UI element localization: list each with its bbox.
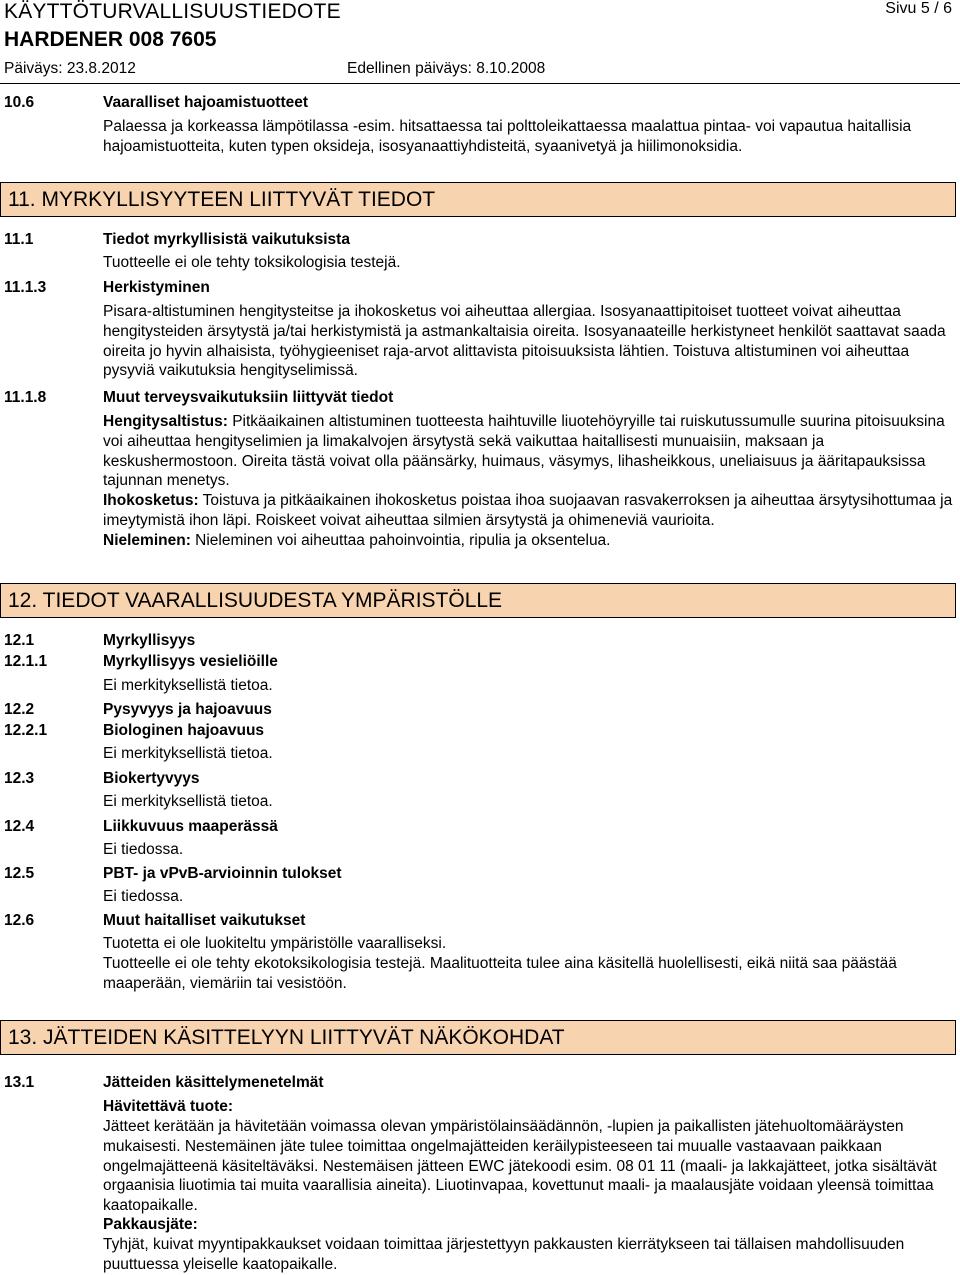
section-12-1-1-title: Myrkyllisyys vesieliöille [103,653,278,670]
section-13-heading: 13. JÄTTEIDEN KÄSITTELYYN LIITTYVÄT NÄKÖKOHDAT [0,1020,956,1055]
section-12-3-number: 12.3 [4,770,35,787]
previous-date: Edellinen päiväys: 8.10.2008 [347,60,546,77]
section-12-4-text: Ei tiedossa. [103,841,184,858]
issue-date: Päiväys: 23.8.2012 [4,60,136,77]
section-11-1-3-text: Pisara-altistuminen hengitysteitse ja ihokosketus voi aiheuttaa allergiaa. Isosyanaattipitoiset tuotteet voivat aiheuttaa hengitysteiden ärsytystä ja/tai herkistymistä ja astmankaltaisia oireita. Isosyanaateille herkistyneet henkilöt saattavat saada oireita jo hyvin alhaisista, työhygieeniset raja-arvot alittavista pitoisuuksista lähtien. Toistuva altistuminen voi aiheuttaa pysyviä vaikutuksia hengityselimissä. [103,303,946,380]
section-11-1-8-skin [103,491,955,531]
section-10-6-title: Vaaralliset hajoamistuotteet [103,94,309,111]
section-11-heading: 11. MYRKYLLISYYTEEN LIITTYVÄT TIEDOT [0,182,956,217]
section-12-1-1-number: 12.1.1 [4,653,48,670]
section-11-1-title: Tiedot myrkyllisistä vaikutuksista [103,231,350,248]
ingestion-label: Nieleminen: [103,532,191,549]
section-10-6-number: 10.6 [4,94,35,111]
section-12-3-text: Ei merkityksellistä tietoa. [103,793,273,810]
inhalation-text: Pitkäaikainen altistuminen tuotteesta haihtuville liuotehöyryille tai ruiskutussumulle suurina pitoisuuksina voi aiheuttaa hengityselimien ja limakalvojen ärsytystä sekä vaikuttaa haitallisesti munuaisiin, maksaan ja keskushermostoon. Oireita tästä voivat olla päänsärky, huimaus, väsymys, lihasheikkous, uneliaisuus ja ääritapauksissa tajunnan menetys. [103,413,945,490]
section-12-4-number: 12.4 [4,818,35,835]
disposal-package-label: Pakkausjäte: [103,1216,198,1233]
disposal-product-label: Hävitettävä tuote: [103,1098,234,1115]
section-12-2-title: Pysyvyys ja hajoavuus [103,701,272,718]
section-11-1-3-title: Herkistyminen [103,279,210,296]
inhalation-label: Hengitysaltistus: [103,413,228,430]
product-name: HARDENER 008 7605 [4,28,217,51]
section-11-1-number: 11.1 [4,231,34,248]
section-12-6-title: Muut haitalliset vaikutukset [103,912,306,929]
document-title: KÄYTTÖTURVALLISUUSTIEDOTE [4,0,341,23]
skin-text: Toistuva ja pitkäaikainen ihokosketus poistaa ihoa suojaavan rasvakerroksen ja aiheuttaa ärsytysihottumaa ja imeytymistä ihon läpi. Roiskeet voivat aiheuttaa silmien ärsytystä ja ohimeneviä vaurioita. [103,492,953,529]
section-13-1-title: Jätteiden käsittelymenetelmät [103,1074,324,1091]
section-12-heading: 12. TIEDOT VAARALLISUUDESTA YMPÄRISTÖLLE [0,583,956,618]
skin-label: Ihokosketus: [103,492,199,509]
section-11-1-text: Tuotteelle ei ole tehty toksikologisia testejä. [103,254,401,271]
section-12-4-title: Liikkuvuus maaperässä [103,818,278,835]
section-12-6-text-1: Tuotetta ei ole luokiteltu ympäristölle vaaralliseksi. [103,935,447,952]
section-12-1-title: Myrkyllisyys [103,632,196,649]
section-11-1-8-inhalation [103,412,955,491]
section-12-5-number: 12.5 [4,865,35,882]
section-12-2-number: 12.2 [4,701,35,718]
disposal-product-text: Jätteet kerätään ja hävitetään voimassa olevan ympäristölainsäädännön, -lupien ja paikallisten jätehuoltomääräysten mukaisesti. Nestemäinen jäte tulee toimittaa ongelmajätteiden keräilypisteeseen tai muualle vastaavaan paikkaan ongelmajätteenä käsiteltäväksi. Nestemäisen jätteen EWC jätekoodi esim. 08 01 11 (maali- ja lakkajätteet, jotka sisältävät orgaanisia liuotimia tai muita vaarallisia aineita). Liuotinvapaa, kovettunut maali- ja maalausjäte voidaan yleensä toimittaa kaatopaikalle. [103,1118,937,1215]
section-12-6-text-2: Tuotteelle ei ole tehty ekotoksikologisia testejä. Maalituotteita tulee aina käsitellä huolellisesti, eikä niitä saa päästää maaperään, viemäriin tai vesistöön. [103,955,897,992]
section-12-2-1-title: Biologinen hajoavuus [103,722,265,739]
page-number: Sivu 5 / 6 [885,0,952,17]
section-12-5-title: PBT- ja vPvB-arvioinnin tulokset [103,865,342,882]
section-12-1-1-text: Ei merkityksellistä tietoa. [103,677,273,694]
section-13-1-number: 13.1 [4,1074,35,1091]
section-10-6-text: Palaessa ja korkeassa lämpötilassa -esim. hitsattaessa tai polttoleikattaessa maalattua pintaa- voi vapautua haitallisia hajoamistuotteita, kuten typen oksideja, isosyanaattiyhdisteitä, syaanivetyä ja hiilimonoksidia. [103,118,912,155]
header-divider [0,83,960,84]
section-12-2-1-number: 12.2.1 [4,722,48,739]
section-11-1-8-ingestion [103,531,955,551]
section-12-6-number: 12.6 [4,912,35,929]
section-12-5-text: Ei tiedossa. [103,888,184,905]
section-11-1-3-number: 11.1.3 [4,279,47,296]
section-12-1-number: 12.1 [4,632,35,649]
section-11-1-8-title: Muut terveysvaikutuksiin liittyvät tiedot [103,389,394,406]
disposal-package-text: Tyhjät, kuivat myyntipakkaukset voidaan toimittaa järjestettyyn pakkausten kierrätykseen tai tällaisen mahdollisuuden puuttuessa yleiselle kaatopaikalle. [103,1236,905,1273]
ingestion-text: Nieleminen voi aiheuttaa pahoinvointia, ripulia ja oksentelua. [190,532,611,549]
section-12-3-title: Biokertyvyys [103,770,200,787]
section-11-1-8-number: 11.1.8 [4,389,47,406]
section-12-2-1-text: Ei merkityksellistä tietoa. [103,745,273,762]
